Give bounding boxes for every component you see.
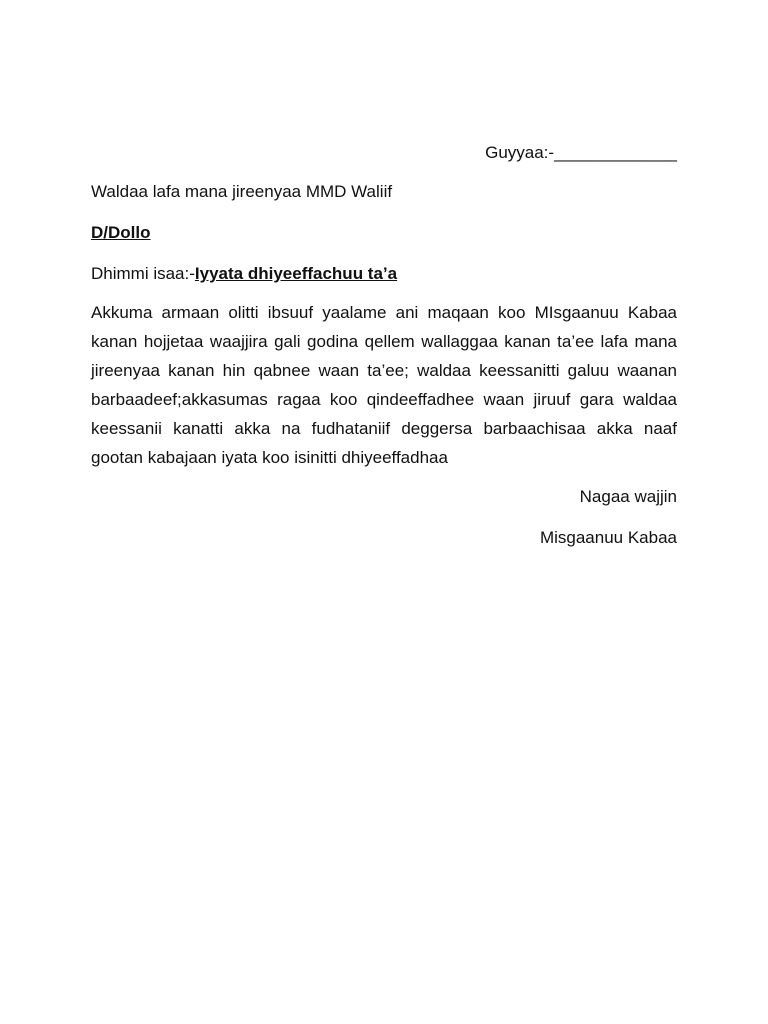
addressee: Waldaa lafa mana jireenyaa MMD Waliif <box>91 182 393 201</box>
date-line <box>91 138 677 167</box>
date-blank: _____________ <box>554 143 677 162</box>
subject-line <box>91 259 677 288</box>
signature: Misgaanuu Kabaa <box>539 528 677 547</box>
closing: Nagaa wajjin <box>579 487 677 506</box>
addressee-place: D/Dollo <box>91 223 151 242</box>
letter-page <box>91 138 677 552</box>
letter-body: Akkuma armaan olitti ibsuuf yaalame ani maqaan koo MIsgaanuu Kabaa kanan hojjetaa waajjira gali godina qellem wallaggaa kanan ta’ee lafa mana jireenyaa kanan hin qabnee waan ta’ee; waldaa keessanitti galuu waanan barbaadeef;akkasumas ragaa koo qindeeffadhee waan jiruuf gara waldaa keessanii kanatti akka na fudhataniif deggersa barbaachisaa akka naaf gootan kabajaan iyata koo isinitti dhiyeeffadhaa <box>91 303 677 467</box>
subject-text: Iyyata dhiyeeffachuu ta’a <box>194 264 398 283</box>
date-label: Guyyaa:- <box>485 143 555 162</box>
subject-label: Dhimmi isaa:- <box>91 264 195 283</box>
